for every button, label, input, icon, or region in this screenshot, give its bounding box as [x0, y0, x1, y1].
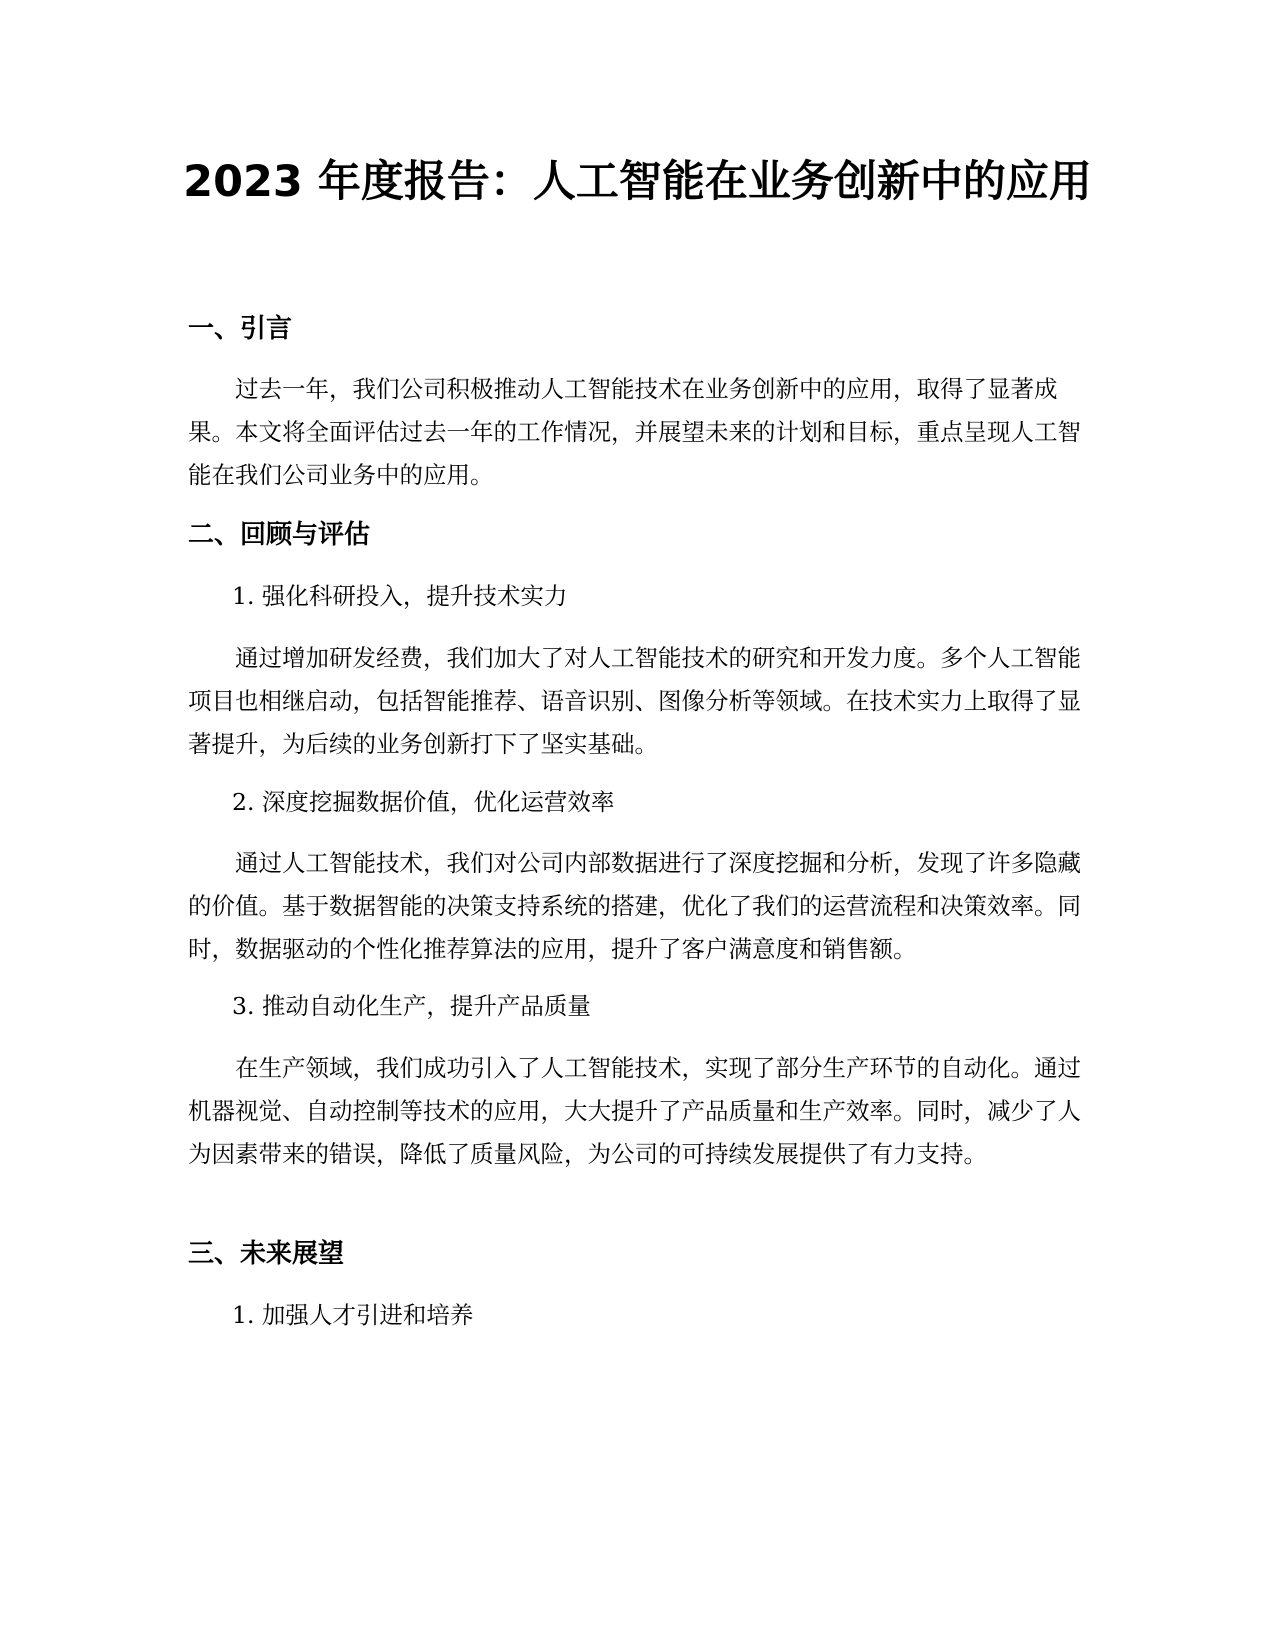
review-item-3-subheading: 3. 推动自动化生产，提升产品质量: [232, 992, 591, 1020]
review-item-2-subheading: 2. 深度挖掘数据价值，优化运营效率: [232, 788, 615, 816]
review-item-1-paragraph: 通过增加研发经费，我们加大了对人工智能技术的研究和开发力度。多个人工智能项目也相继启动，包括智能推荐、语音识别、图像分析等领域。在技术实力上取得了显著提升，为后续的业务创新打下了坚实基础。: [188, 644, 1081, 758]
section-heading-outlook: 三、未来展望: [188, 1239, 345, 1269]
review-item-2-paragraph: 通过人工智能技术，我们对公司内部数据进行了深度挖掘和分析，发现了许多隐藏的价值。基于数据智能的决策支持系统的搭建，优化了我们的运营流程和决策效率。同时，数据驱动的个性化推荐算法的应用，提升了客户满意度和销售额。: [188, 849, 1081, 963]
outlook-item-1-subheading: 1. 加强人才引进和培养: [232, 1301, 474, 1329]
document-title: 2023 年度报告：人工智能在业务创新中的应用: [183, 157, 1092, 207]
introduction-paragraph: 过去一年，我们公司积极推动人工智能技术在业务创新中的应用，取得了显著成果。本文将全面评估过去一年的工作情况，并展望未来的计划和目标，重点呈现人工智能在我们公司业务中的应用。: [188, 375, 1081, 489]
section-heading-review: 二、回顾与评估: [188, 520, 371, 550]
review-item-1-subheading: 1. 强化科研投入，提升技术实力: [232, 582, 568, 610]
review-item-3-paragraph: 在生产领域，我们成功引入了人工智能技术，实现了部分生产环节的自动化。通过机器视觉、自动控制等技术的应用，大大提升了产品质量和生产效率。同时，减少了人为因素带来的错误，降低了质量风险，为公司的可持续发展提供了有力支持。: [188, 1054, 1081, 1168]
section-heading-introduction: 一、引言: [188, 314, 293, 344]
